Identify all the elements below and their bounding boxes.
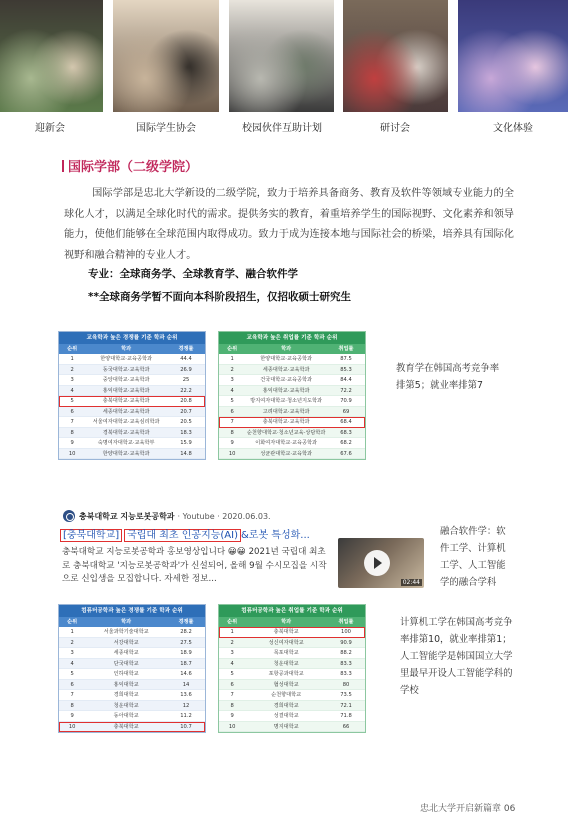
table-row — [59, 690, 205, 701]
table-row — [59, 386, 205, 397]
table-cell: 10 — [68, 450, 76, 457]
table-cell: 9 — [230, 713, 234, 719]
table-cell: 목포대학교 — [273, 650, 299, 656]
youtube-title-prefix: [충북대학교] — [60, 529, 122, 542]
table-row — [219, 417, 365, 428]
table-cell: 5 — [70, 398, 74, 404]
column-header: 학과 — [281, 619, 292, 625]
column-header: 순위 — [67, 619, 78, 625]
table-cell: 44.4 — [180, 356, 192, 362]
table-cell: 2 — [70, 639, 74, 646]
table-cell: 69 — [342, 408, 350, 415]
table-cell: 단국대학교 — [113, 660, 139, 667]
table-row — [59, 375, 205, 386]
table-cell: 성결대학교 — [273, 713, 299, 719]
table-row — [219, 428, 365, 439]
table-title: 교육학과 높은 경쟁률 기준 학과 순위 — [59, 332, 205, 344]
table-cell: 고려대학교·교육학과 — [262, 408, 310, 415]
table-cell: 6 — [230, 681, 234, 688]
table-cell: 인하대학교 — [113, 671, 139, 677]
table-cell: 6 — [230, 408, 234, 415]
table-column-headers — [59, 617, 205, 627]
table-cell: 10 — [228, 450, 236, 457]
table-cell: 67.6 — [340, 450, 352, 457]
table-cell: 70.9 — [340, 398, 352, 404]
table-cell: 7 — [230, 419, 234, 425]
table-row — [59, 438, 205, 449]
table-cell: 87.5 — [340, 356, 352, 362]
table-cell: 14.6 — [180, 671, 192, 677]
note-line: **全球商务学暂不面向本科阶段招生，仅招收硕士研究生 — [88, 291, 351, 303]
caption-association: 国际学生协会 — [136, 123, 196, 134]
table-cell: 90.9 — [340, 639, 352, 646]
table-cell: 4 — [230, 387, 234, 394]
caption-buddy: 校园伙伴互助计划 — [242, 123, 322, 134]
table-edu-competition — [58, 331, 206, 460]
column-header: 학과 — [281, 346, 292, 352]
table-cell: 7 — [70, 692, 74, 698]
intro-text: 国际学部是忠北大学新设的二级学院，致力于培养具备商务、教育及软件等领域专业能力的全球化人才，以满足全球化时代的需求。提供务实的教育，着重培养学生的国际视野、文化素养和领导能力，使他们能够在全球范围内取得成功。致力于成为连接本地与国际社会的桥梁，培养具有国际化视野和融合精神的专业人才。 — [64, 188, 514, 261]
table-cell: 경희대학교 — [273, 702, 299, 709]
table-row — [59, 680, 205, 691]
table-cell: 5 — [230, 671, 234, 677]
table-cell: 2 — [70, 366, 74, 373]
photo-culture-experience — [458, 0, 568, 112]
table-row — [59, 638, 205, 649]
photo-seminar — [343, 0, 448, 112]
table-cell: 충북대학교 — [273, 629, 299, 635]
table-cell: 명지대학교 — [273, 723, 299, 730]
column-header: 학과 — [121, 619, 132, 625]
table-cell: 6 — [70, 681, 74, 688]
table-cell: 14.8 — [180, 450, 192, 457]
table-cell: 71.8 — [340, 713, 352, 719]
youtube-title-link[interactable] — [60, 526, 310, 541]
table-row — [59, 722, 205, 733]
side-note-software-line: 件工学、计算机 — [440, 543, 506, 554]
table-cell: 세종대학교 — [113, 650, 139, 656]
table-cell: 서울여자대학교·교육심리학과 — [92, 419, 160, 425]
table-row — [219, 354, 365, 365]
table-cell: 3 — [70, 377, 74, 383]
table-cell: 세종대학교·교육학과 — [102, 408, 150, 415]
photo-campus-buddy — [229, 0, 334, 112]
table-column-headers — [59, 344, 205, 354]
table-cell: 경북대학교·교육학과 — [102, 429, 150, 436]
table-cell: 한양대학교·교육공학과 — [100, 356, 153, 362]
table-row — [219, 627, 365, 638]
side-note-software-line: 学的融合学科 — [440, 577, 497, 588]
side-note-software-line: 融合软件学：软 — [440, 526, 506, 537]
table-row — [59, 417, 205, 428]
table-cell: 홍익대학교 — [113, 681, 139, 688]
table-cell: 5 — [230, 398, 234, 404]
table-title: 컴퓨터공학과 높은 취업률 기준 학과 순위 — [219, 605, 365, 617]
table-row — [219, 638, 365, 649]
table-cell: 13.6 — [180, 692, 192, 698]
table-row — [59, 428, 205, 439]
table-cell: 73.5 — [340, 692, 352, 698]
column-header: 순위 — [67, 346, 78, 352]
table-cell: 청운대학교 — [113, 702, 139, 709]
table-cell: 1 — [230, 629, 234, 635]
table-cell: 2 — [230, 366, 234, 373]
table-row — [219, 386, 365, 397]
table-row — [219, 407, 365, 418]
section-title-text: 国际学部（二级学院） — [68, 160, 199, 175]
table-cell: 세종대학교·교육학과 — [262, 366, 310, 373]
photo-welcome-party — [0, 0, 103, 112]
table-cell: 20.5 — [180, 419, 192, 425]
side-note-cs-line: 人工智能学是韩国国立大学 — [400, 651, 513, 662]
table-cell: 68.2 — [340, 440, 352, 446]
table-cell: 충북대학교·교육학과 — [102, 398, 150, 404]
column-header: 순위 — [227, 346, 238, 352]
youtube-source: · Youtube · 2020.06.03. — [177, 511, 271, 521]
table-row — [59, 354, 205, 365]
table-cell: 6 — [70, 408, 74, 415]
table-cell: 서강대학교 — [113, 639, 139, 646]
table-cell: 9 — [70, 713, 74, 719]
table-cell: 홍익대학교·교육학과 — [262, 387, 310, 394]
table-cell: 2 — [230, 639, 234, 646]
table-cell: 중앙대학교·교육학과 — [102, 377, 150, 383]
table-cell: 순천향대학교 — [271, 692, 302, 698]
side-note-cs-line: 率排第10，就业率排第1； — [400, 634, 512, 645]
table-cell: 충북대학교·교육학과 — [262, 419, 310, 425]
table-cell: 84.4 — [340, 377, 352, 383]
table-cell: 20.8 — [180, 398, 192, 404]
table-cell: 11.2 — [180, 713, 192, 719]
table-cell: 100 — [341, 629, 351, 635]
side-note-cs-line: 学校 — [400, 685, 419, 696]
table-cell: 한양대학교·교육공학과 — [260, 356, 313, 362]
table-cell: 80 — [342, 681, 350, 688]
table-row — [219, 659, 365, 670]
side-note-edu — [396, 360, 556, 394]
table-cell: 14 — [182, 681, 190, 688]
youtube-title-highlight: 국립대 최초 인공지능(AI) — [124, 529, 241, 542]
table-cell: 20.7 — [180, 408, 192, 415]
table-cell: 청운대학교 — [273, 660, 299, 667]
table-row — [59, 396, 205, 407]
table-cell: 1 — [70, 356, 74, 362]
side-note-edu-line: 教育学在韩国高考竞争率 — [396, 363, 500, 374]
table-cell: 동아대학교 — [113, 713, 139, 719]
photo-student-association — [113, 0, 219, 112]
table-row — [59, 365, 205, 376]
table-cell: 4 — [70, 387, 74, 394]
table-row — [219, 690, 365, 701]
photo-captions — [0, 119, 568, 135]
column-header: 경쟁률 — [178, 346, 194, 352]
table-cell: 성신여자대학교 — [268, 639, 304, 646]
table-cell: 25 — [182, 377, 190, 383]
table-cell: 4 — [70, 660, 74, 667]
table-cell: 10.7 — [180, 723, 192, 730]
table-title: 교육학과 높은 취업률 기준 학과 순위 — [219, 332, 365, 344]
table-cell: 85.3 — [340, 366, 352, 373]
table-cell: 4 — [230, 660, 234, 667]
table-cell: 1 — [70, 629, 74, 635]
side-note-cs — [400, 614, 560, 699]
column-header: 경쟁률 — [178, 619, 194, 625]
caption-seminar: 研讨会 — [380, 123, 410, 134]
intro-paragraph — [64, 184, 514, 266]
table-cell: 72.2 — [340, 387, 352, 394]
table-row — [219, 680, 365, 691]
table-cell: 15.9 — [180, 440, 192, 446]
table-cell: 7 — [230, 692, 234, 698]
side-note-cs-line: 里最早开设人工智能学科的 — [400, 668, 513, 679]
table-cs-competition — [58, 604, 206, 733]
table-cell: 이화여자대학교·교육공학과 — [255, 440, 318, 446]
table-cell: 66 — [342, 723, 350, 730]
table-cell: 8 — [230, 702, 234, 709]
table-cell: 12 — [182, 702, 190, 709]
table-row — [59, 407, 205, 418]
table-cell: 18.3 — [180, 429, 192, 436]
table-cell: 72.1 — [340, 702, 352, 709]
side-note-software-line: 工学、人工智能 — [440, 560, 506, 571]
table-row — [59, 711, 205, 722]
youtube-channel[interactable]: 충북대학교 지능로봇공학과 — [79, 511, 175, 521]
table-column-headers — [219, 617, 365, 627]
table-cell: 10 — [68, 723, 76, 730]
table-cell: 9 — [230, 440, 234, 446]
table-cell: 18.7 — [180, 660, 192, 667]
table-cell: 경희대학교 — [113, 692, 139, 698]
table-cell: 동국대학교·교육학과 — [102, 366, 150, 373]
table-cell: 방지여자대학교·청소년지도학과 — [250, 398, 323, 404]
table-cell: 협성대학교 — [273, 681, 299, 688]
table-cell: 18.9 — [180, 650, 192, 656]
table-cell: 5 — [70, 671, 74, 677]
table-edu-employment — [218, 331, 366, 460]
table-cell: 10 — [228, 723, 236, 730]
table-row — [219, 669, 365, 680]
table-cs-employment — [218, 604, 366, 733]
table-cell: 88.2 — [340, 650, 352, 656]
table-cell: 68.4 — [340, 419, 352, 425]
column-header: 취업률 — [338, 346, 354, 352]
column-header: 취업률 — [338, 619, 354, 625]
table-row — [59, 659, 205, 670]
table-cell: 3 — [230, 650, 234, 656]
table-cell: 3 — [230, 377, 234, 383]
table-cell: 1 — [230, 356, 234, 362]
caption-culture: 文化体验 — [493, 123, 533, 134]
table-cell: 22.2 — [180, 387, 192, 394]
table-cell: 포항공과대학교 — [268, 671, 304, 677]
table-cell: 9 — [70, 440, 74, 446]
caption-welcome: 迎新会 — [35, 123, 65, 134]
table-row — [219, 449, 365, 460]
table-cell: 7 — [70, 419, 74, 425]
play-icon[interactable] — [364, 550, 390, 576]
section-title — [62, 156, 198, 175]
table-row — [219, 396, 365, 407]
title-accent-bar — [62, 160, 64, 172]
page-footer: 忠北大学开启新篇章 06 — [420, 804, 516, 814]
table-cell: 8 — [230, 429, 234, 436]
table-row — [219, 711, 365, 722]
table-cell: 83.3 — [340, 660, 352, 667]
table-cell: 3 — [70, 650, 74, 656]
table-cell: 83.3 — [340, 671, 352, 677]
table-row — [219, 375, 365, 386]
table-cell: 서울과학기술대학교 — [103, 629, 149, 635]
youtube-title-rest: &로봇 특성화... — [241, 530, 310, 541]
table-cell: 한양대학교·교육학과 — [102, 450, 150, 457]
table-cell: 순천향대학교·청소년교육·상담학과 — [246, 429, 326, 436]
majors-line: 专业：全球商务学、全球教育学、融合软件学 — [88, 268, 298, 280]
side-note-cs-line: 计算机工学在韩国高考竞争 — [400, 617, 513, 628]
side-note-edu-line: 排第5；就业率排第7 — [396, 380, 483, 391]
table-row — [59, 449, 205, 460]
table-cell: 홍익대학교·교육학과 — [102, 387, 150, 394]
table-row — [219, 722, 365, 733]
table-row — [219, 648, 365, 659]
table-cell: 28.2 — [180, 629, 192, 635]
table-cell: 8 — [70, 702, 74, 709]
column-header: 학과 — [121, 346, 132, 352]
video-duration: 02:44 — [402, 579, 420, 586]
table-row — [219, 365, 365, 376]
table-cell: 충북대학교 — [113, 723, 139, 730]
table-cell: 숙명여자대학교·교육학부 — [97, 440, 155, 446]
table-cell: 성균관대학교·교육학과 — [260, 450, 313, 457]
table-row — [59, 648, 205, 659]
photo-strip — [0, 0, 568, 112]
table-title: 컴퓨터공학과 높은 경쟁률 기준 학과 순위 — [59, 605, 205, 617]
table-row — [219, 438, 365, 449]
table-row — [59, 669, 205, 680]
youtube-header — [63, 510, 271, 522]
table-row — [59, 701, 205, 712]
university-logo-icon — [63, 510, 75, 522]
table-row — [59, 627, 205, 638]
table-cell: 8 — [70, 429, 74, 436]
youtube-thumbnail[interactable] — [338, 538, 424, 588]
side-note-software — [440, 523, 550, 591]
table-cell: 건국대학교·교육공학과 — [260, 377, 313, 383]
youtube-description: 충북대학교 지능로봇공학과 홍보영상입니다 😀😀 2021년 국립대 최초로 충북대학교 '지능로봇공학과'가 신설되어, 올해 9월 수시모집을 시작으로 신입생을 모집합니다. 자세한 정보... — [62, 547, 327, 585]
column-header: 순위 — [227, 619, 238, 625]
table-cell: 68.3 — [340, 429, 352, 436]
table-row — [219, 701, 365, 712]
table-column-headers — [219, 344, 365, 354]
table-cell: 26.9 — [180, 366, 192, 373]
table-cell: 27.5 — [180, 639, 192, 646]
